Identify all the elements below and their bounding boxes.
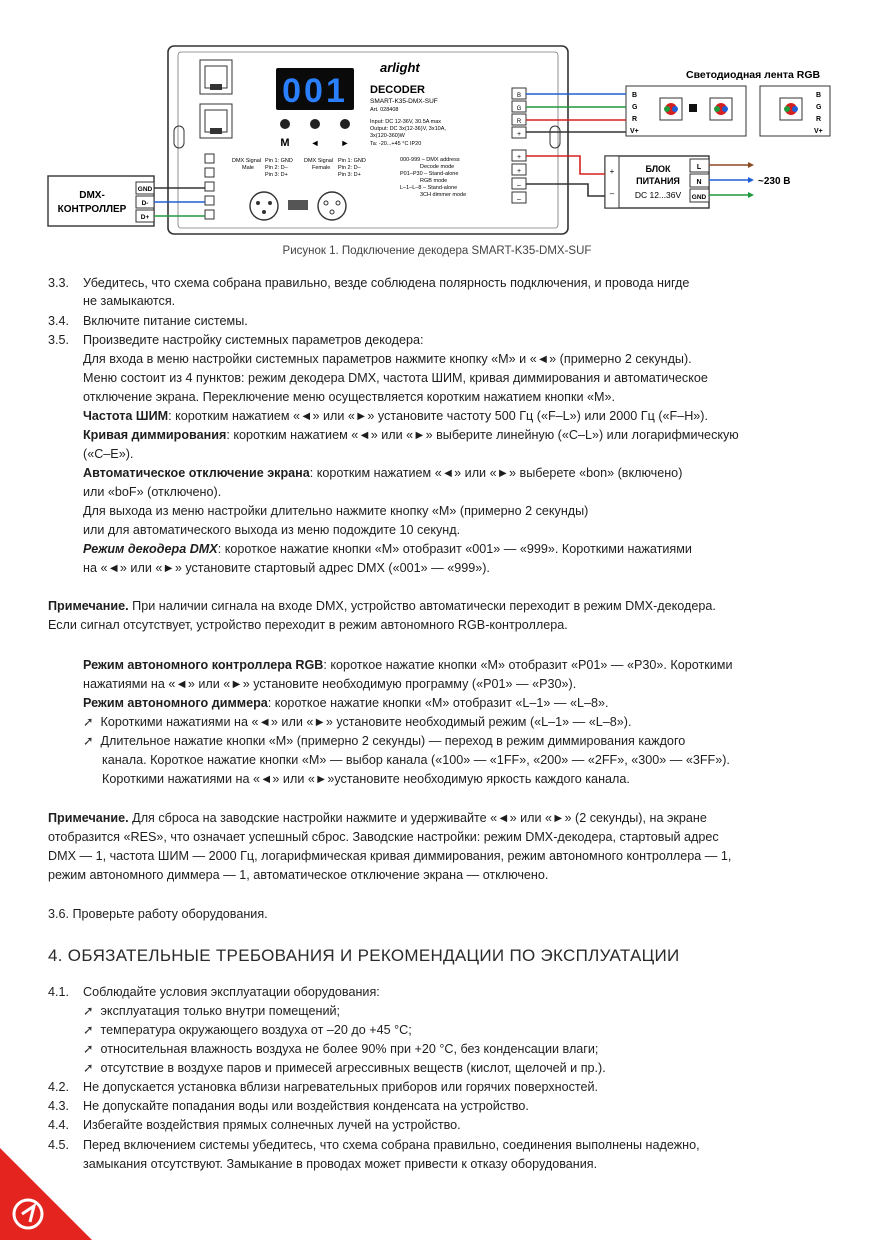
bullet-arrow-icon: ➚ [83,734,94,748]
pin-label: Pin 1: GND [338,158,366,164]
bullet-arrow-icon: ➚ [83,1004,94,1018]
dmx-gnd-terminal: GND [137,186,153,193]
pin-label: Pin 2: D– [265,165,288,171]
dmx-male-sub: Male [242,165,254,171]
psu-title-1: БЛОК [645,164,671,174]
display-value: 001 [282,72,348,110]
auto-off-text: : коротким нажатием «◄» или «►» выберете «bon» (включено) [309,466,683,480]
strip-b-right: B [816,92,822,99]
item-number: 3.3. [48,276,70,290]
item-number: 3.4. [48,314,70,328]
pwm-paragraph [83,407,708,425]
note-2-line: режим автономного диммера — 1, автоматическое отключение экрана — отключено. [48,868,549,882]
mode-line: 000-999 – DMX address [400,157,460,163]
condition-item [83,1021,412,1039]
condition-item [83,1002,340,1020]
step-3-3-line-1: Убедитесь, что схема собрана правильно, везде соблюдена полярность подключения, и провода нигде [83,276,690,290]
bullet-arrow-icon: ➚ [83,1061,94,1075]
dmx-mode-text-2: на «◄» или «►» установите стартовый адрес DMX («001» — «999»). [83,561,490,575]
dmx-dplus-terminal: D+ [140,214,150,221]
dmx-female-sub: Female [312,165,331,171]
step-4-5-line-2: замыкания отсутствуют. Замыкание в проводах может привести к отказу оборудования. [83,1157,598,1171]
note-1-text: При наличии сигнала на входе DMX, устройство автоматически переходит в режим DMX-декодера. [128,599,716,613]
strip-vplus-right: V+ [814,128,823,135]
dimmer-bullet-1 [83,713,631,731]
dmx-dminus-terminal: D- [141,200,149,207]
mode-line: P01–P30 – Stand-alone [400,171,459,177]
condition-text: эксплуатация только внутри помещений; [100,1004,341,1018]
terminal-minus: – [517,182,521,189]
note-2-line: DMX — 1, частота ШИМ — 2000 Гц, логарифмическая кривая диммирования, режим автономного контроллера — 1, [48,849,732,863]
rgb-mode-text-2: нажатиями на «◄» или «►» установите необходимую программу («P01» — «P30»). [83,677,577,691]
led-strip-title: Светодиодная лента RGB [686,69,821,81]
step-3-3-line-2: не замыкаются. [83,294,176,308]
psu-n: N [696,179,702,186]
auto-off-label: Автоматическое отключение экрана [83,466,310,480]
dimmer-bullet-1-text: Короткими нажатиями на «◄» или «►» установите необходимый режим («L–1» — «L–8»). [100,715,632,729]
condition-item [83,1040,598,1058]
pwm-text: : коротким нажатием «◄» или «►» установите частоту 500 Гц («F–L») или 2000 Гц («F–H»). [168,409,709,423]
model-name: SMART-K35-DMX-SUF [370,98,438,105]
pin-label: Pin 1: GND [265,158,293,164]
terminal-minus: – [517,196,521,203]
spec-line: Output: DC 3x(12-36)V, 3x10A, [370,126,446,132]
figure-caption: Рисунок 1. Подключение декодера SMART-K35-DMX-SUF [282,245,592,257]
step-3-4: Включите питание системы. [83,314,248,328]
dmx-male-label: DMX Signal [232,158,262,164]
spec-line: Ta: -20...+45 °C IP20 [370,141,422,147]
note-1-text-2: Если сигнал отсутствует, устройство переходит в режим автономного RGB-контроллера. [48,618,568,632]
terminal-plus: + [516,154,522,161]
item-number: 3.5. [48,333,70,347]
dimmer-bullet-2 [83,732,685,750]
psu-gnd: GND [691,194,707,201]
terminal-r: R [516,119,522,125]
menu-line: Меню состоит из 4 пунктов: режим декодера DMX, частота ШИМ, кривая диммирования и автоматическое [83,371,708,385]
button-right[interactable] [340,119,350,129]
step-4-3: Не допускайте попадания воды или воздействия конденсата на устройство. [83,1099,529,1113]
button-m[interactable] [280,119,290,129]
item-number: 4.2. [48,1080,70,1094]
spec-line: 3x(120-360)W [370,133,405,139]
dimmer-bullet-2-line-2: канала. Короткое нажатие кнопки «M» — выбор канала («100» — «1FF», «200» — «2FF», «300» — «3FF»). [102,753,730,767]
article: Art. 028408 [370,107,399,113]
pin-label: Pin 3: D+ [338,172,361,178]
auto-off-paragraph [83,464,682,482]
exit-line: или для автоматического выхода из меню подождите 10 секунд. [83,523,461,537]
arlight-corner-logo-icon [0,1148,92,1240]
terminal-g: G [516,106,522,112]
dimmer-mode-label: Режим автономного диммера [83,696,268,710]
psu-minus: – [609,189,615,198]
condition-text: температура окружающего воздуха от –20 до +45 °C; [100,1023,412,1037]
note-1 [48,597,716,615]
note-label: Примечание. [48,811,129,825]
curve-label: Кривая диммирования [83,428,227,442]
rgb-mode-label: Режим автономного контроллера RGB [83,658,324,672]
step-4-2: Не допускается установка вблизи нагревательных приборов или горячих поверхностей. [83,1080,599,1094]
bullet-arrow-icon: ➚ [83,1023,94,1037]
pin-label: Pin 2: D– [338,165,361,171]
brand-logo: arlight [380,60,420,75]
note-label: Примечание. [48,599,129,613]
dmx-mode-text: : короткое нажатие кнопки «M» отобразит «001» — «999». Короткими нажатиями [217,542,692,556]
step-4-5-line-1: Перед включением системы убедитесь, что схема собрана правильно, соединения выполнены надежно, [83,1138,700,1152]
note-2-line: отобразится «RES», что означает успешный сброс. Заводские настройки: режим DMX-декодера, стартовый адрес [48,830,719,844]
auto-off-text-2: или «boF» (отключено). [83,485,222,499]
terminal-plus: + [516,131,522,138]
section-4-heading: 4. ОБЯЗАТЕЛЬНЫЕ ТРЕБОВАНИЯ И РЕКОМЕНДАЦИИ ПО ЭКСПЛУАТАЦИИ [48,946,680,965]
led-strip [626,86,830,136]
item-number: 4.4. [48,1118,70,1132]
button-left[interactable] [310,119,320,129]
strip-g-right: G [816,104,822,111]
condition-item [83,1059,606,1077]
decoder-body [168,46,568,234]
note-2-text: Для сброса на заводские настройки нажмите и удерживайте «◄» или «►» (2 секунды), на экране [128,811,707,825]
item-number: 4.5. [48,1138,70,1152]
bullet-arrow-icon: ➚ [83,1042,94,1056]
dmx-mode-label: Режим декодера DMX [83,542,218,556]
spec-line: Input: DC 12-36V, 30.5A max [370,119,442,125]
step-4-4: Избегайте воздействия прямых солнечных лучей на устройство. [83,1118,461,1132]
bullet-arrow-icon: ➚ [83,715,94,729]
exit-line: Для выхода из меню настройки длительно нажмите кнопку «M» (примерно 2 секунды) [83,504,589,518]
curve-paragraph [83,426,739,444]
psu-l: L [696,164,702,171]
condition-text: относительная влажность воздуха не более 90% при +20 °C, без конденсации влаги; [100,1042,599,1056]
psu-plus: + [609,167,615,176]
mode-line: Decode mode [420,164,455,170]
button-left-label: ◄ [310,138,320,148]
mains-label: ~230 В [758,176,791,187]
dmx-controller-label-2: КОНТРОЛЛЕР [57,204,127,215]
step-3-5: Произведите настройку системных параметров декодера: [83,333,424,347]
strip-vplus: V+ [630,128,639,135]
menu-line: Для входа в меню настройки системных параметров нажмите кнопку «M» и «◄» (примерно 2 секунды). [83,352,692,366]
strip-r-right: R [816,116,822,123]
dmx-controller-label-1: DMX- [79,190,105,201]
psu-rating: DC 12...36V [634,190,682,200]
dmx-mode-paragraph [83,540,692,558]
psu-title-2: ПИТАНИЯ [636,176,680,186]
item-number: 4.1. [48,985,70,999]
dimmer-mode-text: : короткое нажатие кнопки «M» отобразит «L–1» — «L–8». [267,696,609,710]
strip-r: R [632,116,638,123]
menu-line: отключение экрана. Переключение меню осуществляется коротким нажатием кнопки «M». [83,390,616,404]
mode-line: 3CH dimmer mode [420,192,467,198]
curve-text: : коротким нажатием «◄» или «►» выберите линейную («C–L») или логарифмическую [226,428,739,442]
note-2 [48,809,707,827]
pin-label: Pin 3: D+ [265,172,288,178]
curve-text-2: («C–E»). [83,447,134,461]
wiring-diagram [40,38,840,243]
pwm-label: Частота ШИМ [83,409,169,423]
condition-text: отсутствие в воздухе паров и примесей агрессивных веществ (кислот, щелочей и пр.). [100,1061,606,1075]
step-4-1: Соблюдайте условия эксплуатации оборудования: [83,985,380,999]
dmx-female-label: DMX Signal [304,158,334,164]
step-3-6: 3.6. Проверьте работу оборудования. [48,907,268,921]
mode-line: L–1–L–8 – Stand-alone [400,185,458,191]
rgb-mode-paragraph [83,656,732,674]
dimmer-bullet-2-line-3: Короткими нажатиями на «◄» или «►»установите необходимую яркость каждого канала. [102,772,630,786]
rgb-mode-text: : короткое нажатие кнопки «M» отобразит «P01» — «P30». Короткими [323,658,733,672]
strip-b: B [632,92,638,99]
item-number: 4.3. [48,1099,70,1113]
mode-line: RGB mode [420,178,448,184]
dimmer-bullet-2-text: Длительное нажатие кнопки «M» (примерно 2 секунды) — переход в режим диммирования каждого [100,734,686,748]
terminal-plus: + [516,168,522,175]
button-m-label: M [280,137,290,149]
device-name: DECODER [370,84,426,96]
dimmer-mode-paragraph [83,694,608,712]
button-right-label: ► [340,138,350,148]
terminal-b: B [516,93,522,99]
strip-g: G [632,104,638,111]
